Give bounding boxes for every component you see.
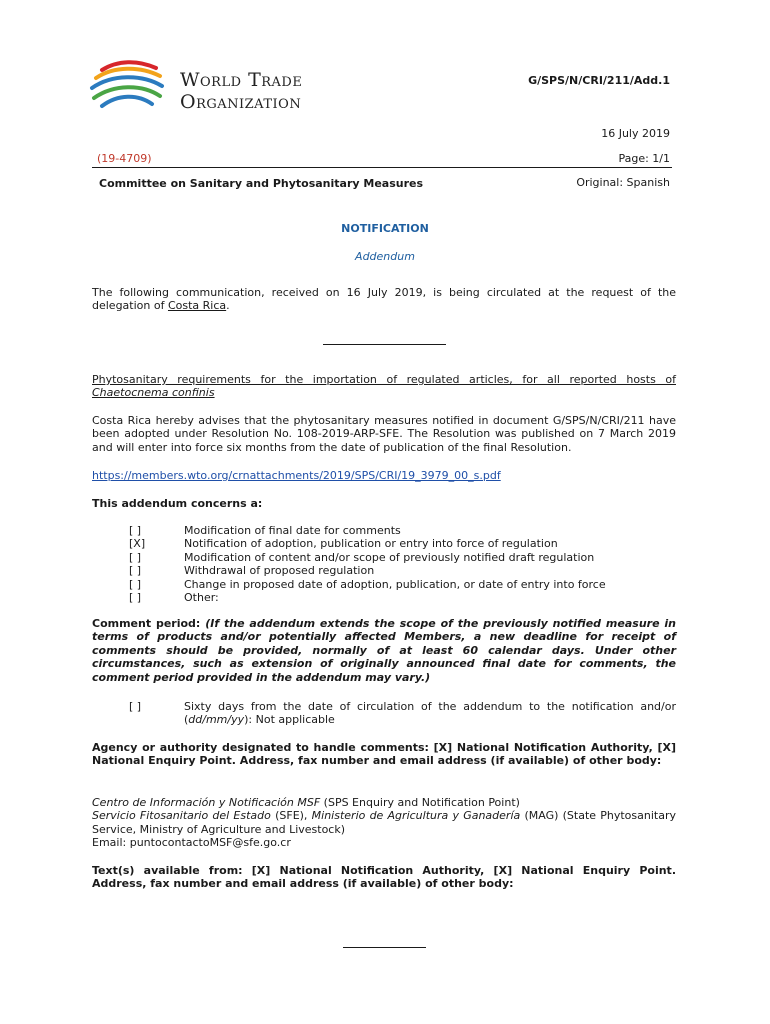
intro-country: Costa Rica — [167, 299, 227, 313]
intro-text: The following communication, received on 16 July 2019, is being circulated at the request of the delegation of — [92, 286, 676, 313]
org-name-line1: World Trade — [180, 69, 303, 91]
wto-logo — [88, 58, 348, 120]
checkbox[interactable]: [ ] — [129, 524, 142, 537]
subject-title-line2: Chaetocnema confinis — [92, 386, 215, 399]
list-item — [92, 524, 676, 537]
list-item-label: Modification of final date for comments — [184, 524, 401, 537]
list-item-label: Other: — [184, 590, 219, 604]
list-item-label: Change in proposed date of adoption, publication, or date of entry into force — [184, 577, 606, 591]
wto-logo-icon — [88, 58, 168, 120]
list-item — [92, 551, 676, 564]
checkbox[interactable]: [X] — [129, 537, 146, 551]
subject-title-line1: Phytosanitary requirements for the importation of regulated articles, for all reported hosts of — [92, 373, 676, 386]
intro-paragraph: The following communication, received on 16 July 2019, is being circulated at the request of the delegation of Costa Rica. — [92, 286, 676, 313]
doc-number: (19-4709) — [97, 152, 152, 165]
list-item — [92, 591, 676, 604]
footer-divider — [343, 947, 426, 948]
agency-email: Email: puntocontactoMSF@sfe.go.cr — [92, 836, 291, 850]
concerns-list — [92, 524, 676, 604]
comment-period-label: Comment period: — [92, 617, 206, 630]
checkbox[interactable]: [ ] — [129, 577, 142, 591]
list-item — [92, 537, 676, 550]
checkbox[interactable]: [ ] — [129, 700, 142, 713]
comment-period — [92, 617, 676, 684]
checkbox[interactable]: [ ] — [129, 590, 142, 604]
header-divider — [92, 167, 672, 168]
notification-subtitle: Addendum — [355, 250, 415, 263]
original-language: Original: Spanish — [576, 176, 670, 189]
attachment-link[interactable]: https://members.wto.org/crnattachments/2019/SPS/CRI/19_3979_00_s.pdf — [92, 469, 501, 482]
page-indicator: Page: 1/1 — [618, 152, 670, 165]
list-item-label: Notification of adoption, publication or entry into force of regulation — [184, 537, 558, 551]
comment-period-option: [ ] Sixty days from the date of circulation of the addendum to the notification and/or (dd/mm/yy): Not applicable — [129, 700, 676, 727]
section-divider — [323, 344, 446, 345]
comment-period-text: (If the addendum extends the scope of the previously notified measure in terms of products and/or potentially affected Members, a new deadline for receipt of comments should be provided, normally of at least 60 calendar days. Under other circumstances, such as extension of originally announced final date for comments, the comment period provided in the addendum may vary.) — [92, 617, 677, 684]
agency-heading: Agency or authority designated to handle comments: [X] National Notification Authority, [X] National Enquiry Point. Address, fax number and email address (if available) of other body: — [92, 741, 676, 768]
concerns-heading: This addendum concerns a: — [92, 497, 263, 510]
list-item — [92, 564, 676, 577]
subject-description: Costa Rica hereby advises that the phytosanitary measures notified in document G/SPS/N/CRI/211 have been adopted under Resolution No. 108-2019-ARP-SFE. The Resolution was published on 7 March 2019 and will enter into force six months from the date of publication of the final Resolution. — [92, 414, 676, 454]
list-item — [92, 578, 676, 591]
doc-date: 16 July 2019 — [601, 127, 670, 140]
org-name-line2: Organization — [180, 91, 302, 113]
checkbox[interactable]: [ ] — [129, 564, 142, 578]
doc-symbol: G/SPS/N/CRI/211/Add.1 — [528, 74, 670, 87]
committee-name: Committee on Sanitary and Phytosanitary Measures — [99, 177, 424, 190]
list-item-label: Modification of content and/or scope of previously notified draft regulation — [184, 550, 595, 564]
agency-address: Centro de Información y Notificación MSF (SPS Enquiry and Notification Point) Servicio Fitosanitario del Estado (SFE), Ministerio de Agricultura y Ganadería (MAG) (State Phytosanitary Service, Ministry of Agriculture and Livestock) Email: puntocontactoMSF@sfe.go.cr — [92, 796, 676, 850]
texts-available-heading: Text(s) available from: [X] National Notification Authority, [X] National Enquiry Point. Address, fax number and email address (if available) of other body: — [92, 864, 676, 891]
list-item-label: Withdrawal of proposed regulation — [184, 564, 375, 578]
notification-title: NOTIFICATION — [341, 222, 429, 235]
checkbox[interactable]: [ ] — [129, 550, 142, 564]
